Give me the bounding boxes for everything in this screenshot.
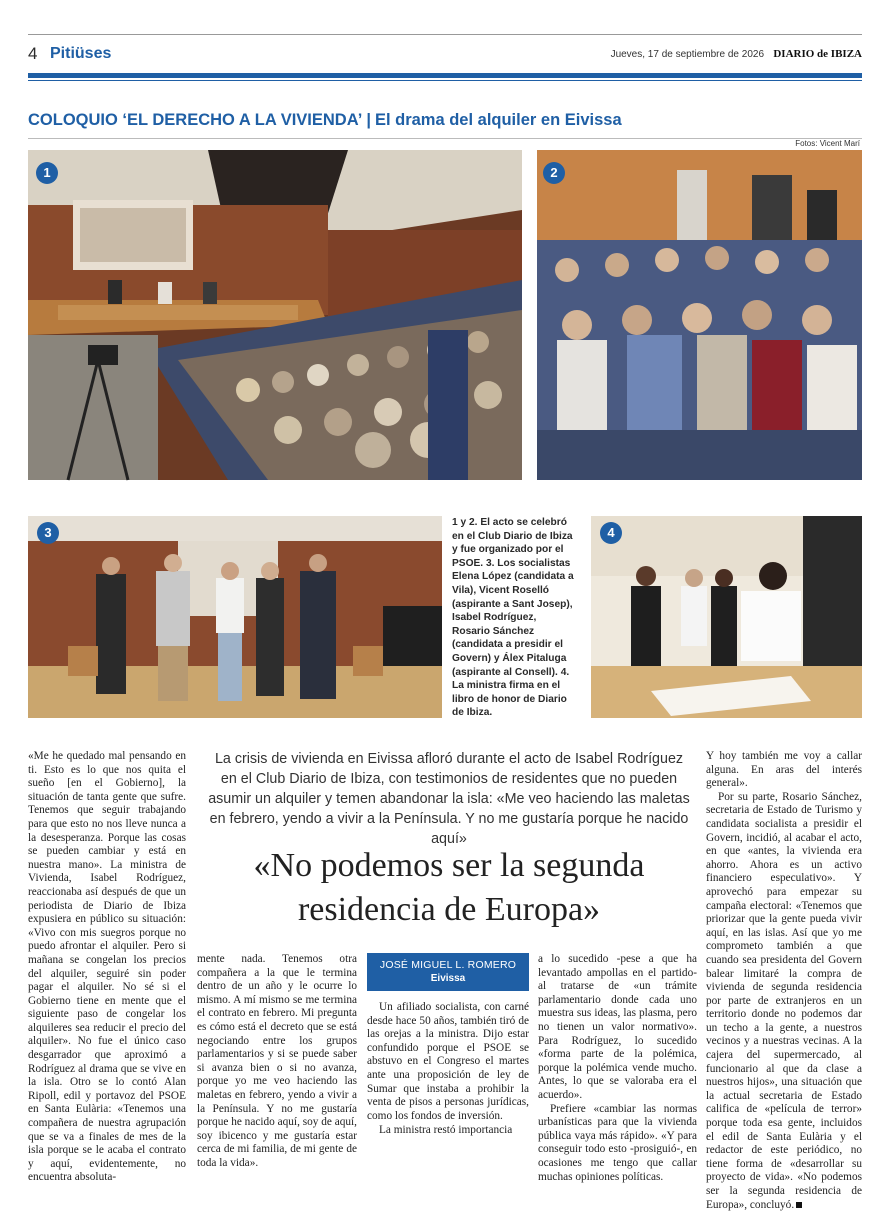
body-column-2: mente nada. Tenemos otra compañera a la que le termina dentro de un año y le ocurre lo mismo. A mí mismo se me termina el contrato en febrero. Mi pregunta es cómo está el decreto que se está negociando entre los grupos parlamentarios y si se puede saber si avanza bien o si no avanza, porque yo me veo haciendo las maletas en febrero, yendo a vivir a la Península. Y no me gustaría porque he nacido aquí, soy de aquí, soy ibicenco y me gustaría estar cerca de mi familia, de mi gente de toda la vida». — [197, 953, 357, 1169]
photo-audience-image — [537, 150, 862, 480]
article-kicker — [28, 111, 622, 130]
byline-author: JOSÉ MIGUEL L. ROMERO — [379, 959, 517, 971]
photo-audience — [537, 150, 862, 480]
byline-place: Eivissa — [430, 973, 466, 984]
photo-caption: 1 y 2. El acto se celebró en el Club Diario de Ibiza y fue organizado por el PSOE. 3. Los socialistas Elena López (candidata a Vila), Vicent Roselló (aspirante a Sant Josep), Isabel Rodríguez, Rosario Sánchez (candidata a presidir el Govern) y Álex Pitaluga (aspirante al Consell). 4. La ministra firma en el libro de honor de Diario de Ibiza. — [452, 517, 574, 719]
photo-number-badge: 4 — [600, 522, 622, 544]
photo-auditorium — [28, 150, 522, 480]
body-column-5-paragraph-2 — [706, 791, 862, 1212]
body-column-3-paragraph-1: Un afiliado socialista, con carné desde hace 50 años, también tiró de las orejas a la ministra. Dijo estar confundido porque el PSOE se abstuvo en el Congreso el martes ante una proposición de ley de Sumar que instaba a prohibir la venta de pisos a personas jurídicas, como los fondos de inversión. — [367, 1001, 529, 1122]
photo-number-badge: 2 — [543, 162, 565, 184]
article-headline: «No podemos ser la segunda residencia de Europa» — [253, 847, 645, 928]
photo-minister-signing-image — [591, 516, 862, 718]
issue-date: Jueves, 17 de septiembre de 2026 — [610, 49, 764, 60]
byline-box — [367, 953, 529, 991]
body-column-5 — [706, 750, 862, 1212]
photo-credit: Fotos: Vicent Marí — [795, 139, 860, 148]
photo-stage-group-image — [28, 516, 442, 718]
body-column-1: «Me he quedado mal pensando en ti. Esto es lo que nos quita el sueño [en el Gobierno], la situación de tanta gente que sufre. Tenemos que seguir trabajando para que esto no nos lleve nunca a la desesperanza. Porque las cosas se pueden cambiar y está en nuestra mano». La ministra de Vivienda, Isabel Rodríguez, reaccionaba así después de que un periodista de Diario de Ibiza expusiera en público su situación: «Vivo con mis suegros porque no puedo afrontar el alquiler. Pero si mañana se congelan los precios del alquiler, seguiré sin poder pagar el alquiler. No sé si el Gobierno tiene en mente que el siguiente paso de congelar los alquileres sea reducir el precio del alquiler». No fue el único caso desgarrador que aproximó a Rodríguez al drama que se vive en la isla. Otro se lo contó Alan Ripoll, edil y portavoz del PSOE en Santa Eulària: «Tenemos una compañera de nuestra agrupación que se va a finales de mes de la isla porque se le acaba el contrato y aquí, evidentemente, no encuentra absoluta- — [28, 750, 186, 1184]
kicker-subtitle: El drama del alquiler en Eivissa — [374, 111, 622, 129]
photo-number-badge: 3 — [37, 522, 59, 544]
body-column-5-paragraph-2-text: Por su parte, Rosario Sánchez, secretaria de Estado de Turismo y candidata socialista a presidir el Govern, incidió, al acabar el acto, en que «antes, la vivienda era ahorro. Ahora es un activo financiero especulativo». Y aprovechó para empezar su campaña electoral: «Tenemos que priorizar que la gente pueda vivir aquí, en las islas. Así que yo me comprometo también a que cuando sea presidenta del Govern balear limitaré la compra de vivienda de segunda residencia por parte de extranjeros en un territorio donde no podemos dar un techo a la gente, a nuestros vecinos y a nuestras vecinas. A la cajera del supermercado, al funcionario al que da clase a nuestros hijos», una situación que la actual secretaria de Estado califica de «película de terror» porque toda esa gente, incluidos el edil de Santa Eulària y el redactor de este periódico, no tiene forma de «desarrollar su proyecto de vida». «No podemos ser la segunda residencia de Europa», concluyó. — [706, 790, 862, 1211]
photo-minister-signing — [591, 516, 862, 718]
page-number: 4 — [28, 44, 38, 63]
kicker-rule — [28, 138, 862, 139]
body-column-3 — [367, 1001, 529, 1138]
body-column-4-paragraph-2: Prefiere «cambiar las normas urbanísticas para que la vivienda pública vaya más rápido». «Y para conseguir todo esto -prosiguió-, en ocasiones me tengo que callar muchas opiniones políticas. — [538, 1102, 697, 1183]
article-end-mark — [796, 1202, 802, 1208]
newspaper-brand: DIARIO de IBIZA — [773, 48, 862, 60]
article-lead: La crisis de vivienda en Eivissa afloró durante el acto de Isabel Rodríguez en el Club Diario de Ibiza, con testimonios de residentes que no pueden asumir un alquiler y temen abandonar la isla: «Me veo haciendo las maletas en febrero, yendo a vivir a la Península. Y no me gustaría porque he nacido aquí» — [208, 751, 690, 847]
body-column-3-paragraph-2: La ministra restó importancia — [379, 1124, 513, 1137]
section-name: Pitiüses — [50, 45, 112, 62]
body-column-5-paragraph-1: Y hoy también me voy a callar alguna. En aras del interés general». — [706, 750, 862, 790]
photo-number-badge: 1 — [36, 162, 58, 184]
header-blue-rule — [28, 73, 862, 78]
kicker-separator: | — [366, 111, 371, 129]
header-blue-rule-thin — [28, 80, 862, 81]
page-header — [28, 44, 862, 66]
photo-auditorium-image — [28, 150, 522, 480]
kicker-label: COLOQUIO ‘EL DERECHO A LA VIVIENDA’ — [28, 111, 363, 129]
body-column-4 — [538, 953, 697, 1184]
body-column-4-paragraph-1: a lo sucedido -pese a que ha levantado ampollas en el partido- al tratarse de «un trámite parlamentario donde cada uno muestra sus ideas, las plasma, pero no tienen un valor normativo». Para Rodríguez, lo sucedido «forma parte de la polémica, porque la polémica vende mucho. Antes, lo que se valoraba era el acuerdo». — [538, 953, 697, 1101]
photo-stage-group — [28, 516, 442, 718]
header-top-rule — [28, 34, 862, 35]
